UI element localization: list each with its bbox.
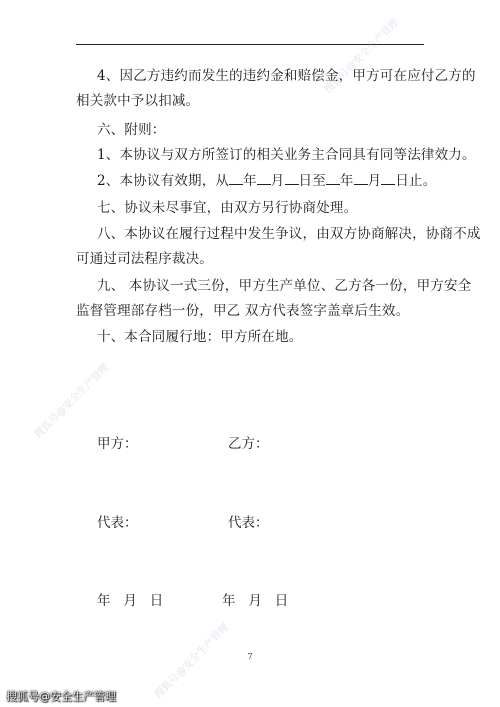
blank-year-2	[326, 172, 340, 185]
validity-month-2: 月	[367, 173, 382, 189]
blank-month-2	[354, 172, 368, 185]
validity-day-1: 日至	[298, 173, 326, 189]
watermark-left: 搜狐号@安全生产管理	[32, 362, 112, 441]
blank-day-2	[381, 172, 395, 185]
validity-day-2: 日止。	[395, 173, 437, 189]
section-7: 七、协议未尽事宜，由双方另行协商处理。	[97, 200, 358, 216]
watermark-bottom: 搜狐号@安全生产管理	[152, 622, 232, 701]
rep-b-label: 代表：	[228, 515, 269, 531]
validity-month-1: 月	[270, 173, 285, 189]
clause-6-1: 1、本协议与双方所签订的相关业务主合同具有同等法律效力。	[97, 147, 476, 163]
section-6-heading: 六、附则：	[97, 122, 166, 138]
footer-credit: 搜狐号@安全生产管理	[6, 690, 116, 703]
date-b: 年 月 日	[222, 593, 289, 609]
validity-year-2: 年	[339, 173, 354, 189]
validity-prefix: 2、本协议有效期，从	[97, 173, 230, 189]
section-9-line-1: 九、 本协议一式三份，甲方生产单位、乙方各一份，甲方安全	[97, 278, 472, 294]
section-8-line-2: 可通过司法程序裁决。	[76, 251, 213, 267]
party-b-label: 乙方：	[228, 436, 269, 452]
blank-year-1	[229, 172, 243, 185]
header-rule	[76, 44, 424, 45]
clause-4-line-2: 相关款中予以扣减。	[76, 93, 200, 109]
party-a-label: 甲方：	[97, 436, 138, 452]
section-10: 十、本合同履行地：甲方所在地。	[97, 329, 303, 345]
watermark-top-right: 搜狐号@安全生产管理	[322, 17, 402, 96]
page-number: 7	[247, 652, 253, 661]
section-9-line-2: 监督管理部存档一份，甲乙 双方代表签字盖章后生效。	[76, 303, 410, 319]
rep-a-label: 代表：	[97, 515, 138, 531]
clause-6-2-validity	[97, 172, 436, 191]
section-8-line-1: 八、本协议在履行过程中发生争议，由双方协商解决，协商不成	[97, 226, 481, 242]
blank-month-1	[257, 172, 271, 185]
validity-year-1: 年	[243, 173, 257, 189]
date-a: 年 月 日	[97, 593, 164, 609]
clause-4-line-1: 4、因乙方违约而发生的违约金和赔偿金，甲方可在应付乙方的	[97, 68, 476, 84]
blank-day-1	[285, 172, 299, 185]
